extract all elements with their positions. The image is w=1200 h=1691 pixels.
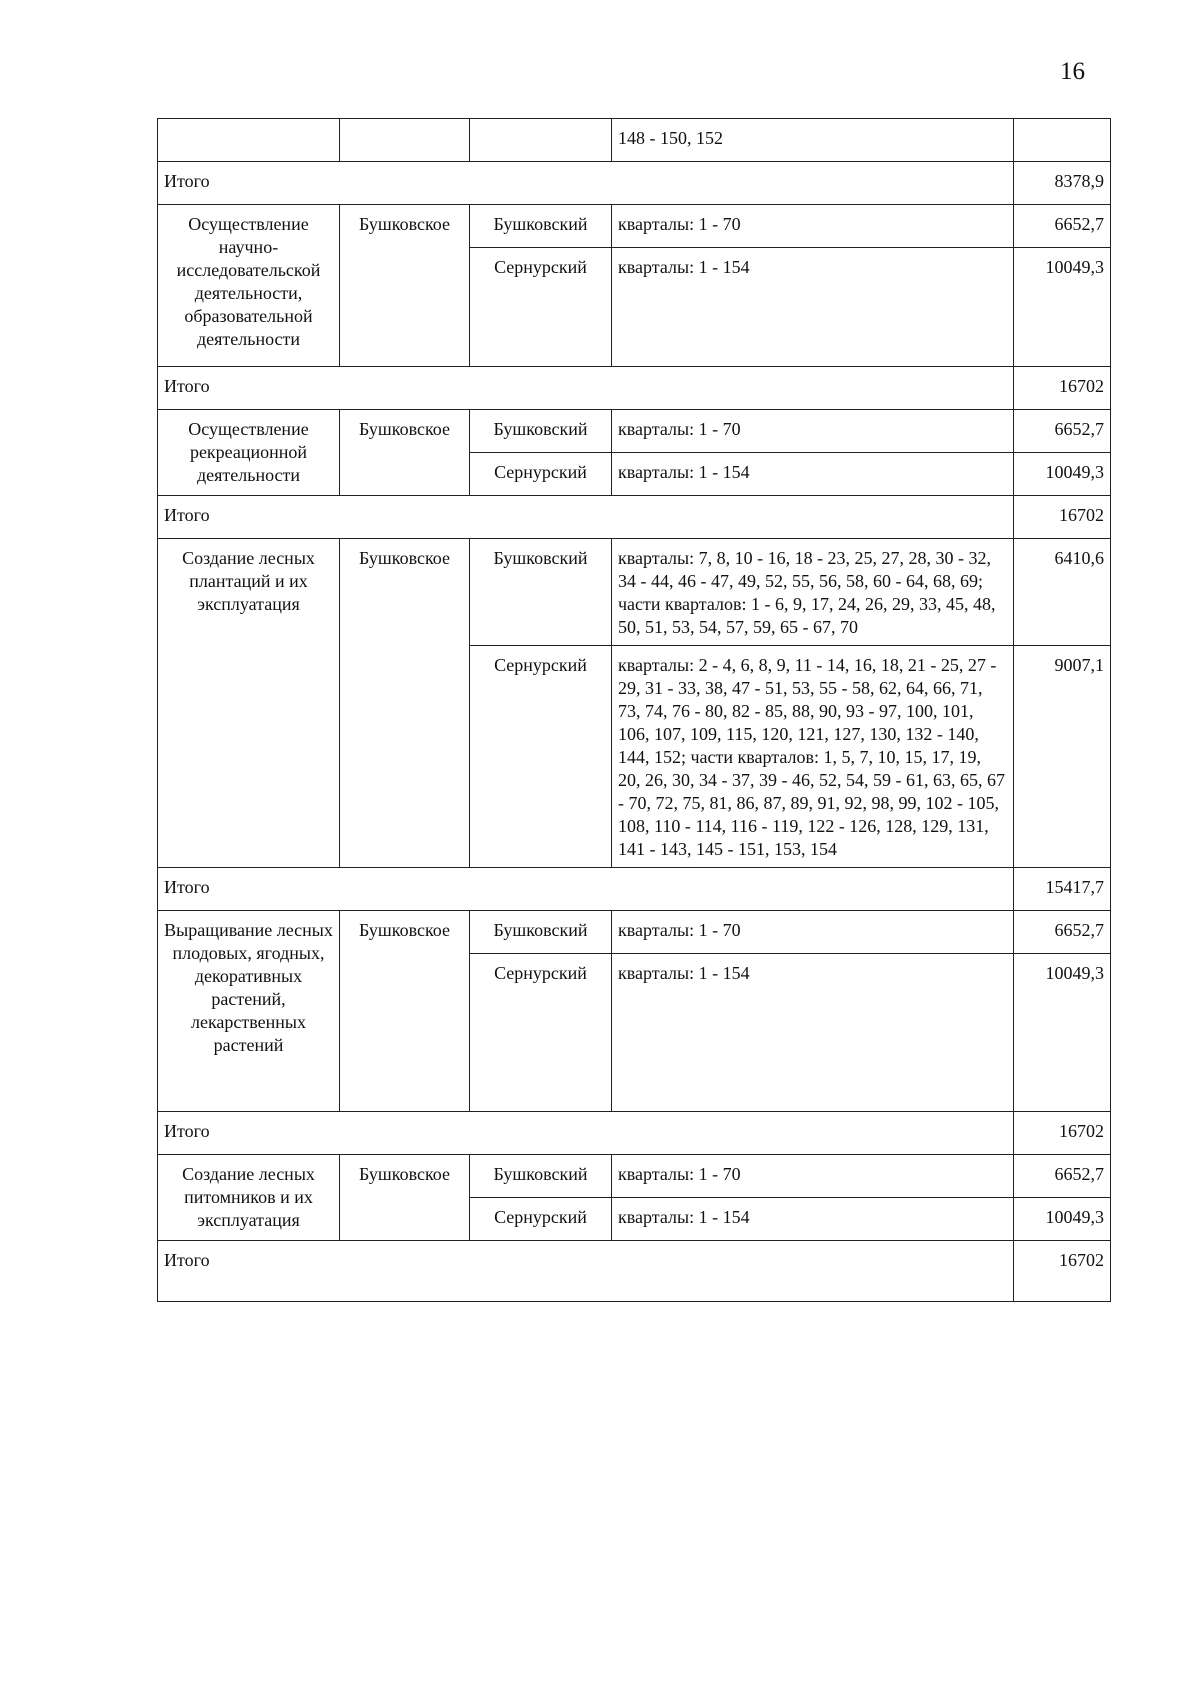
total-label: Итого (158, 868, 1014, 911)
forestry-cell: Бушковское (340, 205, 470, 367)
forestry-cell: Бушковское (340, 539, 470, 868)
forestry-cell (340, 119, 470, 162)
district-cell: Сернурский (470, 646, 612, 868)
area-cell: 9007,1 (1014, 646, 1111, 868)
table-row (158, 1155, 1111, 1198)
quarters-cell: кварталы: 1 - 70 (612, 1155, 1014, 1198)
total-row (158, 496, 1111, 539)
area-cell: 10049,3 (1014, 248, 1111, 367)
table-row (158, 205, 1111, 248)
activity-cell: Осуществление научно-исследовательской деятельности, образовательной деятельности (158, 205, 340, 367)
area-cell: 6652,7 (1014, 911, 1111, 954)
table-row (158, 410, 1111, 453)
total-label: Итого (158, 162, 1014, 205)
total-area: 16702 (1014, 1112, 1111, 1155)
area-cell: 10049,3 (1014, 1198, 1111, 1241)
total-label: Итого (158, 496, 1014, 539)
activity-cell (158, 119, 340, 162)
quarters-cell: кварталы: 7, 8, 10 - 16, 18 - 23, 25, 27, 28, 30 - 32, 34 - 44, 46 - 47, 49, 52, 55, 56, 58, 60 - 64, 68, 69; части кварталов: 1 - 6, 9, 17, 24, 26, 29, 33, 45, 48, 50, 51, 53, 54, 57, 59, 65 - 67, 70 (612, 539, 1014, 646)
total-label: Итого (158, 1241, 1014, 1302)
quarters-cell: кварталы: 2 - 4, 6, 8, 9, 11 - 14, 16, 18, 21 - 25, 27 - 29, 31 - 33, 38, 47 - 51, 53, 55 - 58, 62, 64, 66, 71, 73, 74, 76 - 80, 82 - 85, 88, 90, 93 - 97, 100, 101, 106, 107, 109, 115, 120, 121, 127, 130, 132 - 140, 144, 152; части кварталов: 1, 5, 7, 10, 15, 17, 19, 20, 26, 30, 34 - 37, 39 - 46, 52, 54, 59 - 61, 63, 65, 67 - 70, 72, 75, 81, 86, 87, 89, 91, 92, 98, 99, 102 - 105, 108, 110 - 114, 116 - 119, 122 - 126, 128, 129, 131, 141 - 143, 145 - 151, 153, 154 (612, 646, 1014, 868)
total-area: 16702 (1014, 1241, 1111, 1302)
total-row (158, 367, 1111, 410)
area-cell: 6410,6 (1014, 539, 1111, 646)
table-row (158, 911, 1111, 954)
page-number: 16 (1060, 58, 1085, 85)
quarters-cell: кварталы: 1 - 154 (612, 954, 1014, 1112)
district-cell: Сернурский (470, 1198, 612, 1241)
total-area: 16702 (1014, 496, 1111, 539)
quarters-cell: кварталы: 1 - 154 (612, 248, 1014, 367)
total-label: Итого (158, 367, 1014, 410)
quarters-cell: кварталы: 1 - 154 (612, 1198, 1014, 1241)
district-cell (470, 119, 612, 162)
area-cell (1014, 119, 1111, 162)
area-cell: 10049,3 (1014, 453, 1111, 496)
total-area: 15417,7 (1014, 868, 1111, 911)
quarters-cell: кварталы: 1 - 70 (612, 205, 1014, 248)
district-cell: Сернурский (470, 453, 612, 496)
district-cell: Бушковский (470, 911, 612, 954)
area-cell: 10049,3 (1014, 954, 1111, 1112)
total-row (158, 162, 1111, 205)
area-cell: 6652,7 (1014, 205, 1111, 248)
district-cell: Сернурский (470, 954, 612, 1112)
quarters-cell: кварталы: 1 - 154 (612, 453, 1014, 496)
area-cell: 6652,7 (1014, 410, 1111, 453)
total-row (158, 1241, 1111, 1302)
district-cell: Сернурский (470, 248, 612, 367)
forestry-cell: Бушковское (340, 410, 470, 496)
quarters-cell: кварталы: 1 - 70 (612, 911, 1014, 954)
table-row (158, 539, 1111, 646)
total-row (158, 1112, 1111, 1155)
district-cell: Бушковский (470, 1155, 612, 1198)
district-cell: Бушковский (470, 539, 612, 646)
area-cell: 6652,7 (1014, 1155, 1111, 1198)
total-area: 16702 (1014, 367, 1111, 410)
forest-usage-table (157, 118, 1111, 1302)
activity-cell: Создание лесных плантаций и их эксплуатация (158, 539, 340, 868)
district-cell: Бушковский (470, 410, 612, 453)
table-row (158, 119, 1111, 162)
total-row (158, 868, 1111, 911)
district-cell: Бушковский (470, 205, 612, 248)
quarters-cell: кварталы: 1 - 70 (612, 410, 1014, 453)
quarters-cell: 148 - 150, 152 (612, 119, 1014, 162)
forestry-cell: Бушковское (340, 911, 470, 1112)
activity-cell: Выращивание лесных плодовых, ягодных, декоративных растений, лекарственных растений (158, 911, 340, 1112)
activity-cell: Осуществление рекреационной деятельности (158, 410, 340, 496)
forestry-cell: Бушковское (340, 1155, 470, 1241)
total-area: 8378,9 (1014, 162, 1111, 205)
total-label: Итого (158, 1112, 1014, 1155)
activity-cell: Создание лесных питомников и их эксплуатация (158, 1155, 340, 1241)
